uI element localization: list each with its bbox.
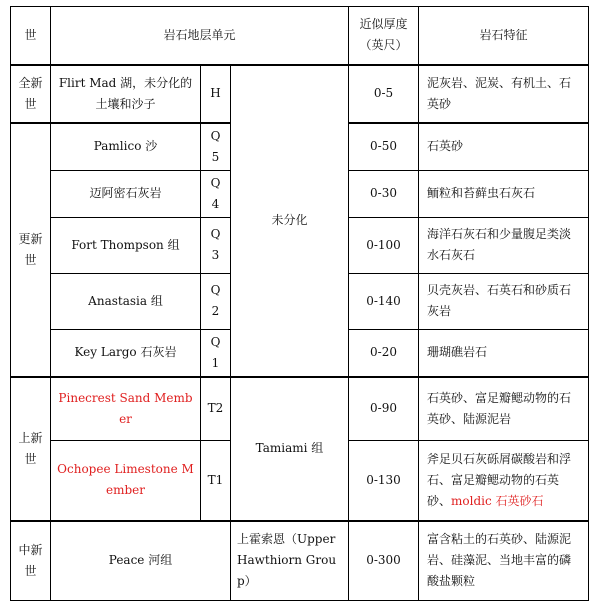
- features-text: 斧足贝石灰砾屑碳酸岩和浮石、富足瓣鳃动物的石英砂、: [427, 451, 572, 508]
- unit-thickness: 0-5: [349, 65, 419, 123]
- header-thickness: 近似厚度（英尺）: [349, 7, 419, 65]
- unit-thickness: 0-100: [349, 217, 419, 273]
- unit-code: T2: [201, 377, 231, 441]
- unit-name: Ochopee Limestone Member: [51, 441, 201, 521]
- unit-code: Q2: [201, 273, 231, 329]
- unit-features: 富含粘土的石英砂、陆源泥岩、硅藻泥、当地丰富的磷酸盐颗粒: [419, 521, 589, 601]
- undivided-cell: 未分化: [231, 65, 349, 377]
- epoch-pliocene: 上新世: [11, 377, 51, 521]
- unit-name: Peace 河组: [51, 521, 231, 601]
- unit-features: 石英砂、富足瓣鳃动物的石英砂、陆源泥岩: [419, 377, 589, 441]
- stratigraphy-table-wrap: [10, 6, 589, 601]
- unit-features: 鲕粒和苔藓虫石灰石: [419, 170, 589, 217]
- unit-thickness: 0-130: [349, 441, 419, 521]
- unit-thickness: 0-140: [349, 273, 419, 329]
- table-row: [11, 65, 589, 123]
- unit-name: Fort Thompson 组: [51, 217, 201, 273]
- tamiami-cell: Tamiami 组: [231, 377, 349, 521]
- header-row: [11, 7, 589, 65]
- unit-features: 石英砂: [419, 123, 589, 171]
- header-features: 岩石特征: [419, 7, 589, 65]
- unit-name: Anastasia 组: [51, 273, 201, 329]
- unit-code: Q3: [201, 217, 231, 273]
- unit-thickness: 0-20: [349, 329, 419, 377]
- unit-features: 珊瑚礁岩石: [419, 329, 589, 377]
- epoch-pleistocene: 更新世: [11, 123, 51, 377]
- epoch-miocene: 中新世: [11, 521, 51, 601]
- unit-name: Pinecrest Sand Member: [51, 377, 201, 441]
- unit-name: Pamlico 沙: [51, 123, 201, 171]
- table-row: [11, 377, 589, 441]
- unit-thickness: 0-30: [349, 170, 419, 217]
- unit-name: 迈阿密石灰岩: [51, 170, 201, 217]
- header-unit: 岩石地层单元: [51, 7, 349, 65]
- unit-code: Q5: [201, 123, 231, 171]
- unit-name: Flirt Mad 湖，未分化的土壤和沙子: [51, 65, 201, 123]
- unit-name: Key Largo 石灰岩: [51, 329, 201, 377]
- unit-thickness: 0-90: [349, 377, 419, 441]
- unit-thickness: 0-50: [349, 123, 419, 171]
- unit-code: Q4: [201, 170, 231, 217]
- unit-features: 海洋石灰石和少量腹足类淡水石灰石: [419, 217, 589, 273]
- epoch-holocene: 全新世: [11, 65, 51, 123]
- stratigraphy-table: [10, 6, 589, 601]
- unit-code: H: [201, 65, 231, 123]
- header-epoch: 世: [11, 7, 51, 65]
- unit-features: 泥灰岩、泥炭、有机土、石英砂: [419, 65, 589, 123]
- group-cell: 上霍索恩（Upper Hawthiorn Group）: [231, 521, 349, 601]
- unit-code: T1: [201, 441, 231, 521]
- unit-features: 贝壳灰岩、石英石和砂质石灰岩: [419, 273, 589, 329]
- features-highlight: moldic 石英砂石: [451, 493, 544, 508]
- unit-thickness: 0-300: [349, 521, 419, 601]
- unit-features: [419, 441, 589, 521]
- table-row: [11, 521, 589, 601]
- unit-code: Q1: [201, 329, 231, 377]
